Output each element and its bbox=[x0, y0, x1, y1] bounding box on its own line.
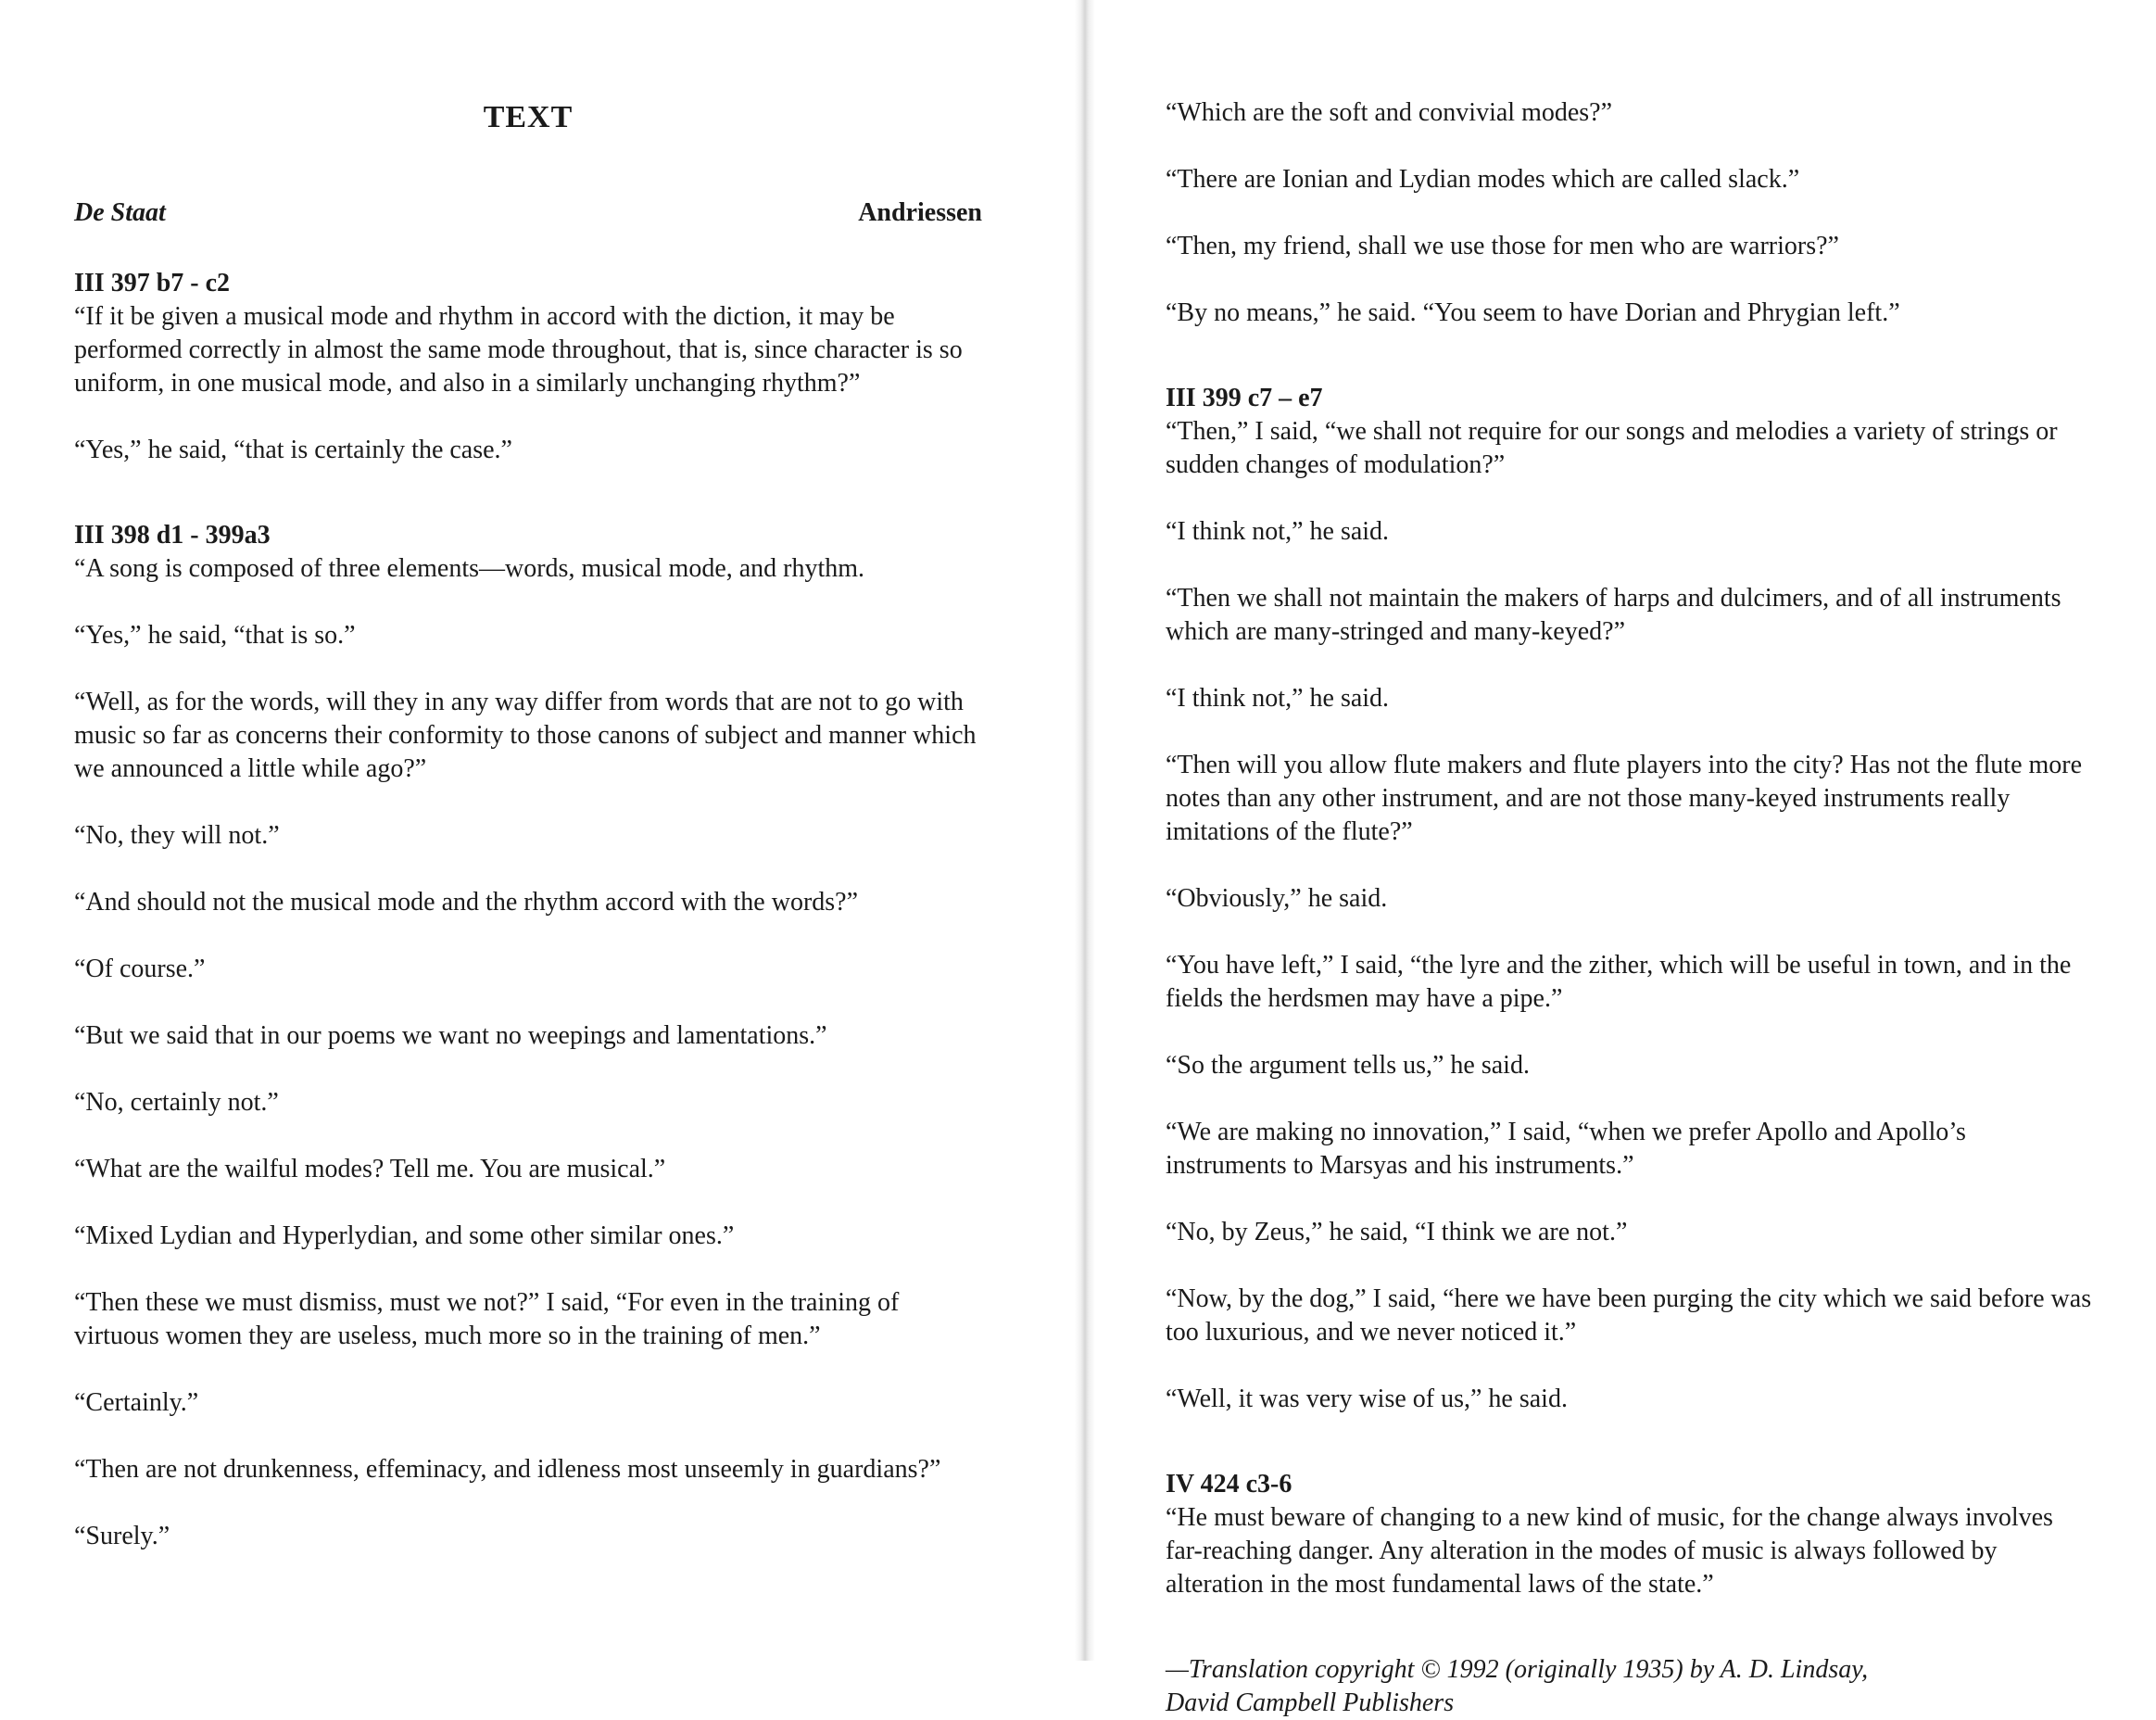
dialogue-paragraph: “I think not,” he said. bbox=[1166, 684, 1390, 713]
dialogue-paragraph: “No, by Zeus,” he said, “I think we are not.” bbox=[1166, 1218, 1628, 1246]
section-reference: III 398 d1 - 399a3 bbox=[74, 521, 271, 550]
left-page-content bbox=[74, 267, 982, 1605]
dialogue-paragraph: “We are making no innovation,” I said, “when we prefer Apollo and Apollo’s instruments to Marsyas and his instruments.” bbox=[1166, 1118, 1966, 1180]
dialogue-paragraph: “Which are the soft and convivial modes?” bbox=[1166, 98, 1613, 127]
dialogue-paragraph: “No, certainly not.” bbox=[74, 1088, 279, 1117]
credit-line: —Translation copyright © 1992 (originally 1935) by A. D. Lindsay, bbox=[1166, 1655, 1869, 1684]
dialogue-paragraph: “Yes,” he said, “that is so.” bbox=[74, 621, 356, 650]
composer-name: Andriessen bbox=[858, 198, 982, 227]
right-page-content bbox=[1166, 96, 2092, 1720]
dialogue-paragraph: “If it be given a musical mode and rhythm in accord with the diction, it may be performed correctly in almost the same mode throughout, that is, since character is so uniform, in one musical mode, and also in a similarly unchanging rhythm?” bbox=[74, 302, 963, 398]
left-page bbox=[74, 0, 982, 1661]
dialogue-paragraph: “Well, as for the words, will they in any way differ from words that are not to go with music so far as concerns their conformity to those canons of subject and manner which we announced a little while ago?” bbox=[74, 688, 977, 783]
section-reference: III 399 c7 – e7 bbox=[1166, 384, 1323, 412]
dialogue-paragraph: “Then these we must dismiss, must we not?” I said, “For even in the training of virtuous women they are useless, much more so in the training of men.” bbox=[74, 1288, 900, 1350]
text-section bbox=[74, 519, 982, 1553]
text-section bbox=[74, 267, 982, 467]
dialogue-paragraph: “By no means,” he said. “You seem to have Dorian and Phrygian left.” bbox=[1166, 298, 1900, 327]
dialogue-paragraph: “There are Ionian and Lydian modes which are called slack.” bbox=[1166, 165, 1800, 194]
text-section bbox=[1166, 1468, 2092, 1601]
dialogue-paragraph: “What are the wailful modes? Tell me. You are musical.” bbox=[74, 1155, 666, 1183]
dialogue-paragraph: “Then will you allow flute makers and flute players into the city? Has not the flute more notes than any other instrument, and are not those many-keyed instruments really imitations of the flute?” bbox=[1166, 751, 2083, 846]
dialogue-paragraph: “Of course.” bbox=[74, 955, 206, 983]
dialogue-paragraph: “A song is composed of three elements—words, musical mode, and rhythm. bbox=[74, 554, 865, 583]
dialogue-paragraph: “Then, my friend, shall we use those for men who are warriors?” bbox=[1166, 232, 1839, 260]
dialogue-paragraph: “But we said that in our poems we want no weepings and lamentations.” bbox=[74, 1021, 827, 1050]
dialogue-paragraph: “Mixed Lydian and Hyperlydian, and some other similar ones.” bbox=[74, 1221, 735, 1250]
dialogue-paragraph: “Obviously,” he said. bbox=[1166, 884, 1388, 913]
book-gutter bbox=[1075, 0, 1095, 1661]
dialogue-paragraph: “No, they will not.” bbox=[74, 821, 280, 850]
dialogue-paragraph: “Then,” I said, “we shall not require for our songs and melodies a variety of strings or sudden changes of modulation?” bbox=[1166, 417, 2058, 479]
dialogue-paragraph: “You have left,” I said, “the lyre and the zither, which will be useful in town, and in the fields the herdsmen may have a pipe.” bbox=[1166, 951, 2072, 1013]
dialogue-paragraph: “And should not the musical mode and the rhythm accord with the words?” bbox=[74, 888, 859, 917]
dialogue-paragraph: “So the argument tells us,” he said. bbox=[1166, 1051, 1530, 1080]
credit-publisher: David Campbell Publishers bbox=[1166, 1688, 1455, 1717]
dialogue-paragraph: “Then we shall not maintain the makers of harps and dulcimers, and of all instruments which are many-stringed and many-keyed?” bbox=[1166, 584, 2061, 646]
work-title: De Staat bbox=[74, 198, 166, 227]
dialogue-paragraph: “He must beware of changing to a new kind of music, for the change always involves far-reaching danger. Any alteration in the modes of music is always followed by alteration in the most fundamental laws of the state.” bbox=[1166, 1503, 2053, 1599]
work-header bbox=[74, 198, 982, 228]
dialogue-paragraph: “Well, it was very wise of us,” he said. bbox=[1166, 1385, 1568, 1413]
dialogue-paragraph: “Yes,” he said, “that is certainly the case.” bbox=[74, 436, 512, 464]
dialogue-paragraph: “Surely.” bbox=[74, 1522, 170, 1550]
intro-dialogue bbox=[1166, 96, 2092, 330]
translation-credit bbox=[1166, 1653, 2092, 1720]
dialogue-paragraph: “Then are not drunkenness, effeminacy, and idleness most unseemly in guardians?” bbox=[74, 1455, 941, 1484]
section-reference: IV 424 c3-6 bbox=[1166, 1470, 1292, 1499]
page-heading: TEXT bbox=[483, 100, 574, 134]
dialogue-paragraph: “Certainly.” bbox=[74, 1388, 199, 1417]
section-reference: III 397 b7 - c2 bbox=[74, 269, 231, 297]
dialogue-paragraph: “Now, by the dog,” I said, “here we have been purging the city which we said before was too luxurious, and we never noticed it.” bbox=[1166, 1284, 2092, 1347]
text-section bbox=[1166, 382, 2092, 1416]
right-page bbox=[1166, 0, 2092, 1717]
dialogue-paragraph: “I think not,” he said. bbox=[1166, 517, 1390, 546]
